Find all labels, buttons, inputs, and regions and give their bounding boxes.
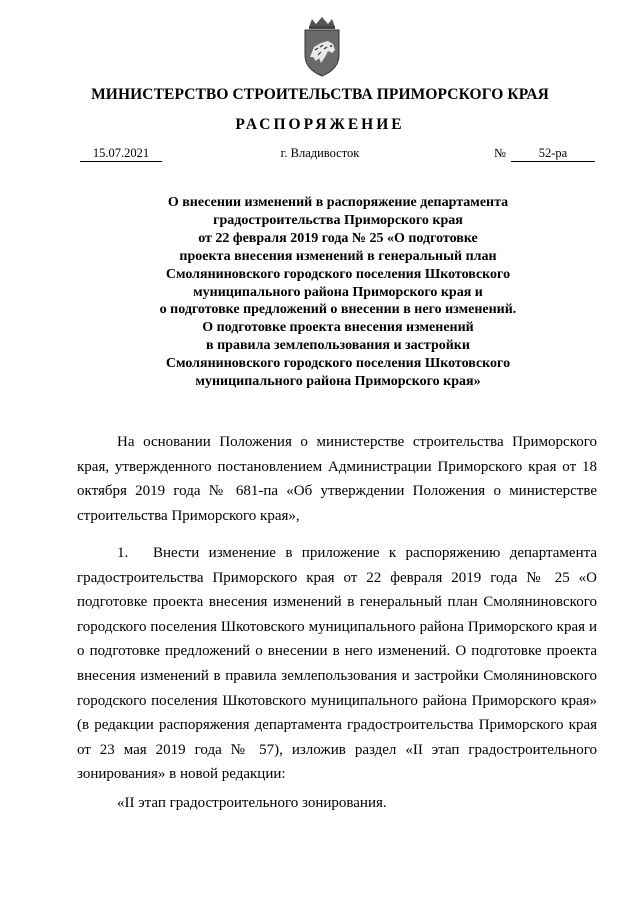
document-date: 15.07.2021 (80, 146, 162, 162)
title-line: О внесении изменений в распоряжение департамента (167, 195, 509, 210)
item-1-paragraph (77, 541, 597, 787)
title-line: от 22 февраля 2019 года № 25 «О подготовке (198, 230, 478, 246)
coat-of-arms-icon (297, 17, 347, 77)
ministry-name: МИНИСТЕРСТВО СТРОИТЕЛЬСТВА ПРИМОРСКОГО КРАЯ (91, 86, 549, 103)
document-city: г. Владивосток (280, 146, 360, 160)
title-line: Смоляниновского городского поселения Шкотовского (165, 266, 511, 282)
title-line: Смоляниновского городского поселения Шкотовского (165, 356, 511, 372)
title-line: муниципального района Приморского края» (195, 374, 481, 390)
number-sign: № (494, 146, 506, 160)
document-number: 52-ра (511, 146, 595, 162)
title-line: проекта внесения изменений в генеральный план (179, 248, 497, 264)
document-title (80, 194, 596, 391)
title-line: муниципального района Приморского края и (193, 284, 483, 300)
item-1-number: 1. (117, 545, 129, 561)
title-line: о подготовке предложений о внесении в него изменений. (159, 302, 517, 318)
quoted-section-start: «II этап градостроительного зонирования. (117, 795, 387, 811)
document-type: РАСПОРЯЖЕНИЕ (235, 116, 405, 133)
item-1-text: Внести изменение в приложение к распоряжению департамента градостроительства Приморского края от 22 февраля 2019 года № 25 «О подготовке проекта внесения изменений в генеральный план Смоляниновского городского поселения Шкотовского муниципального района Приморского края и о подготовке предложений о внесении в него изменений. О подготовке проекта внесения изменений в правила землепользования и застройки Смоляниновского городского поселения Шкотовского муниципального района Приморского края» (в редакции распоряжения департамента градостроительства Приморского края от 23 мая 2019 года № 57), изложив раздел «II этап градостроительного зонирования» в новой редакции: (77, 545, 597, 783)
title-line: градостроительства Приморского края (213, 212, 463, 228)
preamble-paragraph: На основании Положения о министерстве строительства Приморского края, утвержденного постановлением Администрации Приморского края от 18 октября 2019 года № 681-па «Об утверждении Положения о министерстве строительства Приморского края», (77, 434, 597, 524)
title-line: в правила землепользования и застройки (206, 338, 470, 354)
title-line: О подготовке проекта внесения изменений (202, 320, 474, 336)
